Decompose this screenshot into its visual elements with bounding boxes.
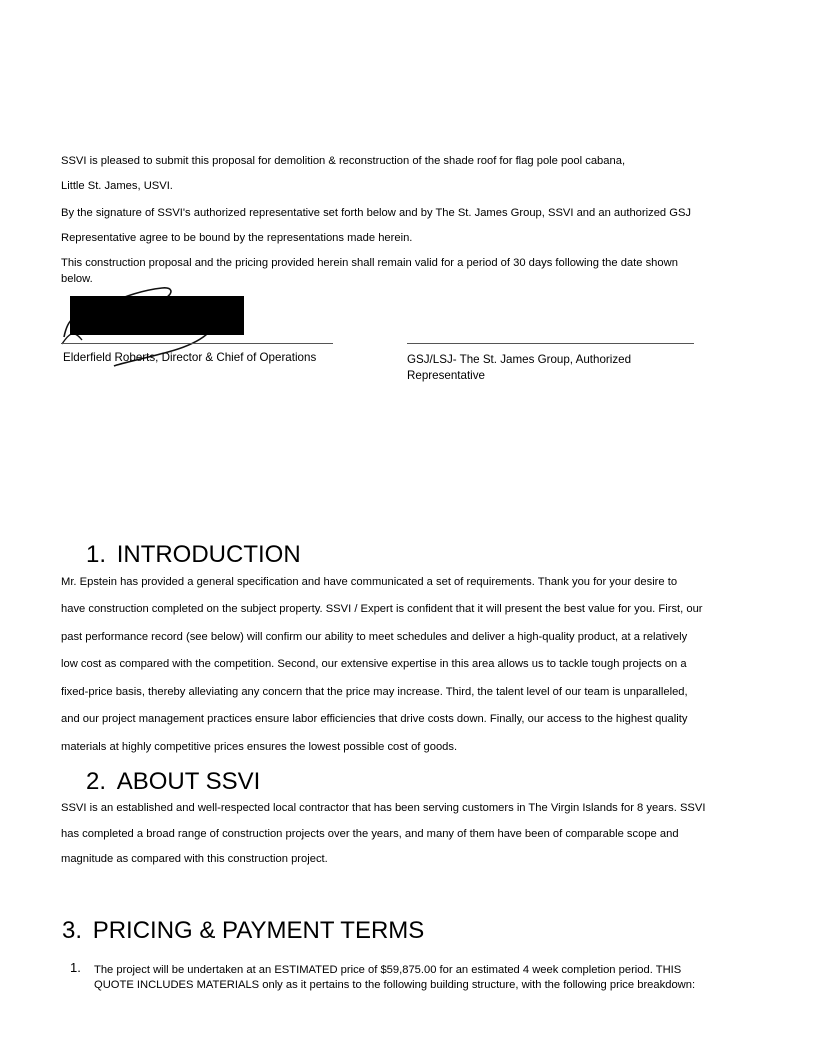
intro-line: SSVI is pleased to submit this proposal for demolition & reconstruction of the shade roof for flag pole pool cabana, <box>61 155 626 167</box>
right-signature-line <box>407 343 694 344</box>
left-signature-label: Elderfield Roberts, Director & Chief of Operations <box>63 351 317 364</box>
list-item-number: 1. <box>70 960 81 975</box>
introduction-line: fixed-price basis, thereby alleviating any concern that the price may increase. Third, the talent level of our team is unparalleled, <box>61 686 688 698</box>
intro-line: This construction proposal and the pricing provided herein shall remain valid for a period of 30 days following the date shown <box>61 257 678 269</box>
left-signature-line <box>61 343 333 344</box>
section-title: INTRODUCTION <box>116 541 301 568</box>
intro-line: By the signature of SSVI's authorized representative set forth below and by The St. James Group, SSVI and an authorized GSJ <box>61 207 692 219</box>
introduction-line: past performance record (see below) will confirm our ability to meet schedules and deliver a high-quality product, at a relatively <box>61 631 688 643</box>
right-signature-label-line2: Representative <box>407 369 485 382</box>
introduction-line: and our project management practices ensure labor efficiencies that drive costs down. Finally, our access to the highest quality <box>61 713 688 725</box>
section-heading-introduction <box>86 541 301 569</box>
about-line: SSVI is an established and well-respected local contractor that has been serving customers in The Virgin Islands for 8 years. SSVI <box>61 802 706 814</box>
about-line: magnitude as compared with this construction project. <box>61 853 328 865</box>
about-line: has completed a broad range of construction projects over the years, and many of them have been of comparable scope and <box>61 828 679 840</box>
section-number: 2. <box>86 768 107 795</box>
pricing-item-line2: QUOTE INCLUDES MATERIALS only as it pertains to the following building structure, with the following price breakdown: <box>94 979 696 991</box>
introduction-line: Mr. Epstein has provided a general specification and have communicated a set of requirements. Thank you for your desire to <box>61 576 678 588</box>
section-title: ABOUT SSVI <box>116 768 261 795</box>
section-number: 3. <box>62 917 83 944</box>
pricing-item-line1: The project will be undertaken at an ESTIMATED price of $59,875.00 for an estimated 4 week completion period. THIS <box>94 964 682 976</box>
intro-line: Little St. James, USVI. <box>61 180 173 192</box>
section-title: PRICING & PAYMENT TERMS <box>92 917 425 944</box>
redaction-box <box>70 296 244 335</box>
section-number: 1. <box>86 541 107 568</box>
section-heading-about <box>86 768 260 796</box>
section-heading-pricing <box>62 917 424 945</box>
intro-line: Representative agree to be bound by the representations made herein. <box>61 232 413 244</box>
introduction-line: low cost as compared with the competition. Second, our extensive expertise in this area allows us to tackle tough projects on a <box>61 658 687 670</box>
introduction-line: have construction completed on the subject property. SSVI / Expert is confident that it will present the best value for you. First, our <box>61 603 703 615</box>
right-signature-label-line1: GSJ/LSJ- The St. James Group, Authorized <box>407 353 632 366</box>
introduction-line: materials at highly competitive prices ensures the lowest possible cost of goods. <box>61 741 458 753</box>
intro-line: below. <box>61 273 93 285</box>
